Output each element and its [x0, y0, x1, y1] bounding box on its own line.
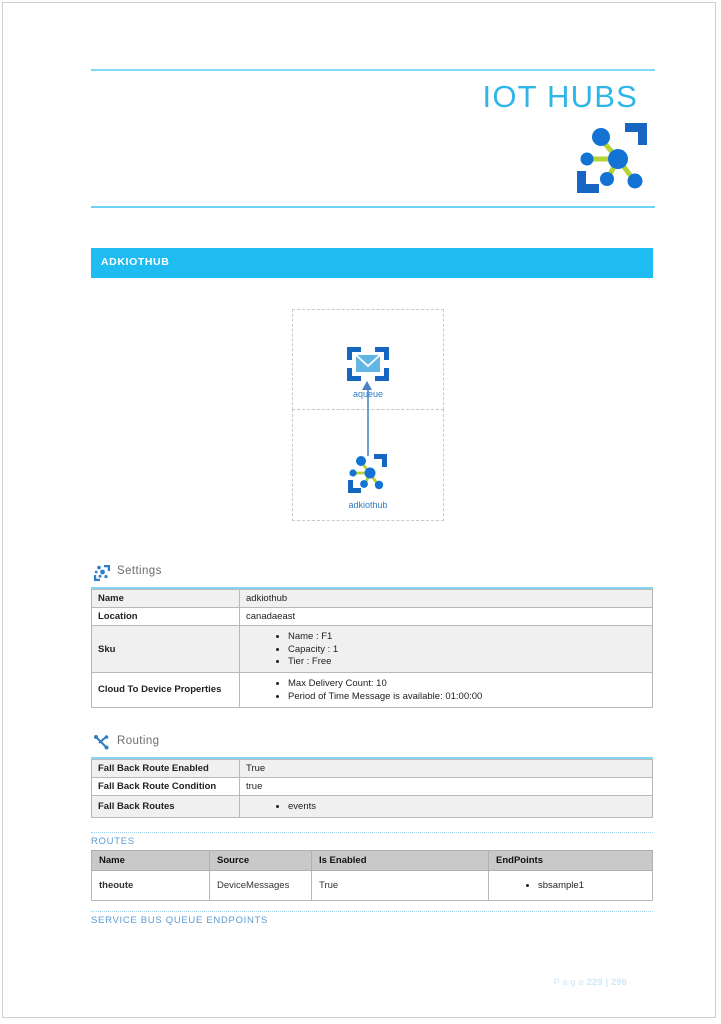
settings-table	[91, 589, 653, 708]
header-bottom-rule	[91, 206, 655, 208]
settings-section-rule	[91, 587, 653, 589]
routing-section-header	[91, 733, 653, 759]
routes-column-header: Is Enabled	[312, 851, 489, 871]
list-item: • sbsample1	[538, 880, 645, 891]
routing-table	[91, 759, 653, 818]
diagram-node-queue	[292, 345, 444, 399]
table-row	[92, 673, 653, 708]
iot-hub-icon	[344, 452, 392, 494]
settings-value: adkiothub	[240, 590, 653, 608]
page-footer	[553, 977, 627, 987]
diagram-node-hub	[292, 452, 444, 510]
settings-section-title: Settings	[117, 565, 162, 577]
table-row	[92, 778, 653, 796]
route-is-enabled: True	[312, 871, 489, 901]
routing-bullet-list	[246, 801, 646, 812]
page-title: IOT HUBS	[482, 79, 638, 114]
routing-value: true	[240, 778, 653, 796]
footer-current-page: 229	[586, 977, 603, 987]
table-header-row	[92, 851, 653, 871]
settings-value	[240, 673, 653, 708]
footer-separator: |	[602, 977, 612, 987]
route-endpoints	[489, 871, 653, 901]
list-item: • Name : F1	[288, 631, 646, 642]
routing-key: Fall Back Route Enabled	[92, 760, 240, 778]
resource-name-label: ADKIOTHUB	[101, 256, 170, 268]
table-row	[92, 871, 653, 901]
routing-branch-icon	[93, 734, 111, 752]
settings-value: canadaeast	[240, 608, 653, 626]
table-row	[92, 608, 653, 626]
routing-value	[240, 796, 653, 818]
settings-key: Name	[92, 590, 240, 608]
diagram-node-queue-label: aqueue	[352, 389, 384, 399]
table-row	[92, 760, 653, 778]
service-bus-queue-endpoints-subsection	[91, 911, 653, 926]
route-endpoints-list	[496, 880, 645, 891]
route-name: theoute	[92, 871, 210, 901]
list-item: • Period of Time Message is available: 01:00:00	[288, 691, 646, 702]
diagram-node-hub-label: adkiothub	[348, 500, 388, 510]
routing-key: Fall Back Routes	[92, 796, 240, 818]
table-row	[92, 590, 653, 608]
footer-prefix: P a g e	[553, 977, 587, 987]
service-bus-queue-icon	[344, 345, 392, 383]
endpoints-divider	[91, 911, 653, 912]
route-source: DeviceMessages	[210, 871, 312, 901]
settings-bullet-list	[246, 678, 646, 702]
settings-key: Sku	[92, 626, 240, 673]
resource-name-band	[91, 248, 653, 278]
routes-divider	[91, 832, 653, 833]
document-page	[2, 2, 716, 1018]
routing-section	[91, 733, 653, 818]
footer-total-pages: 296	[611, 977, 627, 987]
list-item: • Capacity : 1	[288, 644, 646, 655]
list-item: • Max Delivery Count: 10	[288, 678, 646, 689]
iot-hub-logo-icon	[573, 121, 655, 199]
iot-hub-small-icon	[93, 564, 111, 582]
table-row	[92, 796, 653, 818]
routes-column-header: Name	[92, 851, 210, 871]
list-item: • Tier : Free	[288, 656, 646, 667]
settings-section	[91, 563, 653, 708]
settings-bullet-list	[246, 631, 646, 667]
settings-key: Cloud To Device Properties	[92, 673, 240, 708]
resource-topology-diagram	[292, 309, 444, 521]
routes-column-header: Source	[210, 851, 312, 871]
settings-section-header	[91, 563, 653, 589]
header-top-rule	[91, 69, 655, 71]
routes-subsection	[91, 832, 653, 901]
routing-section-title: Routing	[117, 735, 160, 747]
routing-value: True	[240, 760, 653, 778]
routes-column-header: EndPoints	[489, 851, 653, 871]
table-row	[92, 626, 653, 673]
routing-key: Fall Back Route Condition	[92, 778, 240, 796]
settings-value	[240, 626, 653, 673]
routes-label: ROUTES	[91, 836, 135, 847]
list-item: • events	[288, 801, 646, 812]
routing-section-rule	[91, 757, 653, 759]
service-bus-queue-endpoints-label: SERVICE BUS QUEUE ENDPOINTS	[91, 915, 269, 926]
settings-key: Location	[92, 608, 240, 626]
routes-table	[91, 850, 653, 901]
